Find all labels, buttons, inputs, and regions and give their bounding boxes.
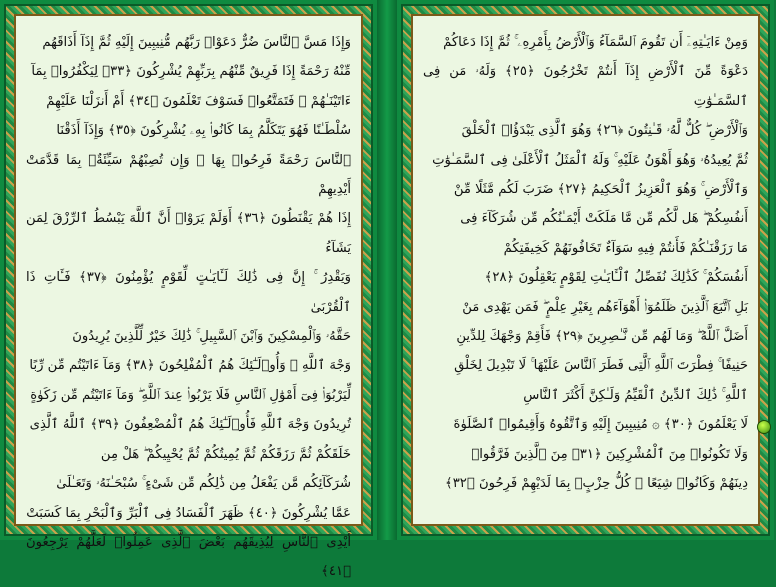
text-line: وَجْهَ ٱللَّهِ ۖ وَأُو۟لَـٰٓئِكَ هُمُ ٱلْمُفْلِحُونَ ﴿٣٨﴾ وَمَآ ءَاتَيْتُم مِّن رِّبًا [29,358,351,374]
right-page [0,0,377,580]
text-line: ٱلنَّاسَ رَحْمَةً فَرِحُوا۟ بِهَا ۖ وَإِن تُصِبْهُمْ سَيِّئَةٌۢ بِمَا قَدَّمَتْ أَيْدِيهِمْ [26,152,351,198]
book-spine [377,0,397,540]
text-line: دِينَهُمْ وَكَانُوا۟ شِيَعًا ۖ كُلُّ حِزْبٍۭ بِمَا لَدَيْهِمْ فَرِحُونَ ﴿٣٢﴾ [444,476,748,492]
quran-text-right [26,28,351,580]
text-line: لَا يَعْلَمُونَ ﴿٣٠﴾ ۞ مُنِيبِينَ إِلَيْهِ وَٱتَّقُوهُ وَأَقِيمُوا۟ ٱلصَّلَوٰةَ [453,417,748,433]
left-page [397,0,774,540]
quran-text-left [423,28,748,512]
text-line: وَيَقْدِرُ ۚ إِنَّ فِى ذَٰلِكَ لَـَٔايَـٰتٍ لِّقَوْمٍ يُؤْمِنُونَ ﴿٣٧﴾ فَـَٔاتِ ذَا ٱلْقُرْبَىٰ [26,270,351,315]
text-line: تُرِيدُونَ وَجْهَ ٱللَّهِ فَأُو۟لَـٰٓئِكَ هُمُ ٱلْمُضْعِفُونَ ﴿٣٩﴾ ٱللَّهُ ٱلَّذِى [29,417,351,433]
text-line: إِذَا هُمْ يَقْنَطُونَ ﴿٣٦﴾ أَوَلَمْ يَرَوْا۟ أَنَّ ٱللَّهَ يَبْسُطُ ٱلرِّزْقَ لِمَن يَشَآءُ [26,211,351,256]
text-line: ٱللَّهِ ۚ ذَٰلِكَ ٱلدِّينُ ٱلْقَيِّمُ وَلَـٰكِنَّ أَكْثَرَ ٱلنَّاسِ [523,387,748,403]
text-line: وَإِذَا مَسَّ ٱلنَّاسَ ضُرٌّ دَعَوْا۟ رَبَّهُم مُّنِيبِينَ إِلَيْهِ ثُمَّ إِذَآ أَذَاقَهُم [42,35,351,50]
text-line: خَلَقَكُمْ ثُمَّ رَزَقَكُمْ ثُمَّ يُمِيتُكُمْ ثُمَّ يُحْيِيكُمْ ۖ هَلْ مِن [100,446,351,462]
text-line: أَنفُسِكُمْ ۖ هَل لَّكُم مِّن مَّا مَلَكَتْ أَيْمَـٰنُكُم مِّن شُرَكَآءَ فِى [460,211,748,227]
text-line: مِّنْهُ رَحْمَةً إِذَا فَرِيقٌ مِّنْهُم بِرَبِّهِمْ يُشْرِكُونَ ﴿٣٣﴾ لِيَكْفُرُوا۟ بِمَآ [31,64,351,80]
text-line: ثُمَّ يُعِيدُهُۥ وَهُوَ أَهْوَنُ عَلَيْهِ ۚ وَلَهُ ٱلْمَثَلُ ٱلْأَعْلَىٰ فِى ٱلسَّمَـٰوَٰتِ [432,152,748,168]
text-line: سُلْطَـٰنًا فَهُوَ يَتَكَلَّمُ بِمَا كَانُوا۟ بِهِۦ يُشْرِكُونَ ﴿٣٥﴾ وَإِذَآ أَذَقْنَا [56,123,351,139]
text-line: شُرَكَآئِكُم مَّن يَفْعَلُ مِن ذَٰلِكُم مِّن شَىْءٍ ۚ سُبْحَـٰنَهُۥ وَتَعَـٰلَىٰ [56,476,351,492]
text-line: أَيْدِى ٱلنَّاسِ لِيُذِيقَهُم بَعْضَ ٱلَّذِى عَمِلُوا۟ لَعَلَّهُمْ يَرْجِعُونَ ﴿٤١﴾ [26,534,351,580]
text-line: أَنفُسَكُمْ ۚ كَذَٰلِكَ نُفَصِّلُ ٱلْـَٔايَـٰتِ لِقَوْمٍ يَعْقِلُونَ ﴿٢٨﴾ [484,270,748,286]
text-line: وَٱلْأَرْضِ ۚ وَهُوَ ٱلْعَزِيزُ ٱلْحَكِيمُ ﴿٢٧﴾ ضَرَبَ لَكُم مَّثَلًا مِّنْ [453,182,748,198]
text-line: لِّيَرْبُوَا۟ فِىٓ أَمْوَٰلِ ٱلنَّاسِ فَلَا يَرْبُوا۟ عِندَ ٱللَّهِ ۖ وَمَآ ءَاتَيْتُم مِّن زَكَوٰةٍ [30,387,351,403]
text-line: حَنِيفًا ۚ فِطْرَتَ ٱللَّهِ ٱلَّتِى فَطَرَ ٱلنَّاسَ عَلَيْهَا ۚ لَا تَبْدِيلَ لِخَلْقِ [454,358,748,374]
text-line: بَلِ ٱتَّبَعَ ٱلَّذِينَ ظَلَمُوٓا۟ أَهْوَآءَهُم بِغَيْرِ عِلْمٍ ۖ فَمَن يَهْدِى مَنْ [462,299,748,315]
text-line: وَلَا تَكُونُوا۟ مِنَ ٱلْمُشْرِكِينَ ﴿٣١﴾ مِنَ ٱلَّذِينَ فَرَّقُوا۟ [471,446,748,462]
text-line: وَٱلْأَرْضِ ۖ كُلٌّ لَّهُۥ قَـٰنِتُونَ ﴿٢٦﴾ وَهُوَ ٱلَّذِى يَبْدَؤُا۟ ٱلْخَلْقَ [461,123,748,139]
page-text-frame [14,14,363,580]
text-line: أَضَلَّ ٱللَّهُ ۖ وَمَا لَهُم مِّن نَّـٰصِرِينَ ﴿٢٩﴾ فَأَقِمْ وَجْهَكَ لِلدِّينِ [456,329,748,345]
text-line: حَقَّهُۥ وَٱلْمِسْكِينَ وَٱبْنَ ٱلسَّبِيلِ ۚ ذَٰلِكَ خَيْرٌ لِّلَّذِينَ يُرِيدُونَ [72,329,351,345]
text-line: ءَاتَيْنَـٰهُمْ ۚ فَتَمَتَّعُوا۟ فَسَوْفَ تَعْلَمُونَ ﴿٣٤﴾ أَمْ أَنزَلْنَا عَلَيْهِمْ [46,93,351,109]
page-text-frame [411,14,760,526]
text-line: دَعْوَةً مِّنَ ٱلْأَرْضِ إِذَآ أَنتُمْ تَخْرُجُونَ ﴿٢٥﴾ وَلَهُۥ مَن فِى ٱلسَّمَـٰوَٰتِ [423,64,748,109]
bookmark-marker-icon[interactable] [757,420,771,434]
text-line: مَا رَزَقْنَـٰكُمْ فَأَنتُمْ فِيهِ سَوَآءٌ تَخَافُونَهُمْ كَخِيفَتِكُمْ [503,240,748,256]
text-line: وَمِنْ ءَايَـٰتِهِۦٓ أَن تَقُومَ ٱلسَّمَآءُ وَٱلْأَرْضُ بِأَمْرِهِۦ ۚ ثُمَّ إِذَا دَعَاكُمْ [443,35,748,50]
text-line: عَمَّا يُشْرِكُونَ ﴿٤٠﴾ ظَهَرَ ٱلْفَسَادُ فِى ٱلْبَرِّ وَٱلْبَحْرِ بِمَا كَسَبَتْ [26,505,351,521]
